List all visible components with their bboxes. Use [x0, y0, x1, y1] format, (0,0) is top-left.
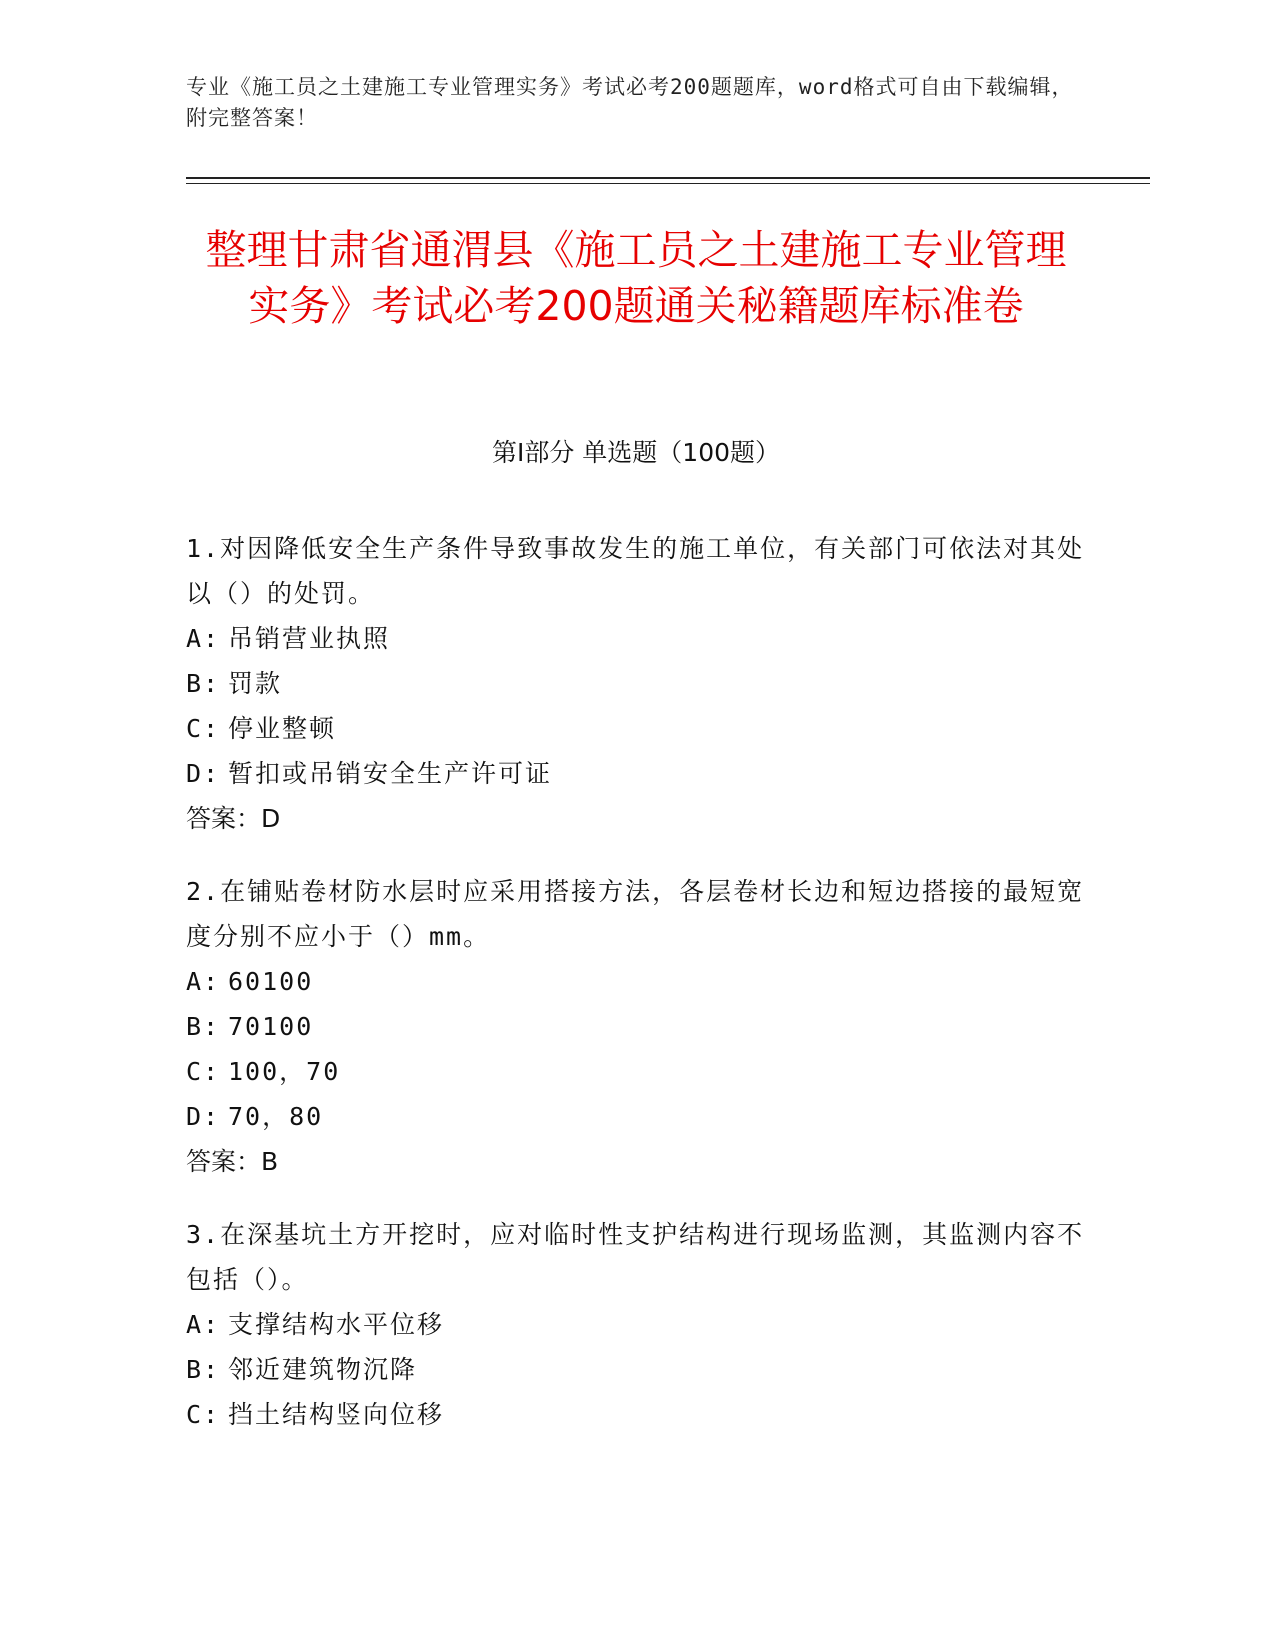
option-text: 60100	[228, 967, 314, 996]
answer-line: 答案：B	[186, 1147, 279, 1176]
question-stem: 3.在深基坑土方开挖时，应对临时性支护结构进行现场监测，其监测内容不包括（）。	[186, 1220, 1085, 1294]
option-a	[186, 959, 1086, 1004]
option-letter: B:	[186, 669, 221, 698]
option-letter: B:	[186, 1355, 221, 1384]
option-d	[186, 751, 1086, 796]
option-a	[186, 616, 1086, 661]
question-2	[186, 869, 1086, 1184]
option-c	[186, 1392, 1086, 1437]
option-text: 暂扣或吊销安全生产许可证	[228, 759, 553, 788]
option-d	[186, 1094, 1086, 1139]
option-text: 邻近建筑物沉降	[228, 1355, 418, 1384]
option-letter: D:	[186, 759, 221, 788]
section-title: 第Ⅰ部分 单选题（100题）	[491, 438, 781, 467]
option-b	[186, 1004, 1086, 1049]
question-3	[186, 1212, 1086, 1437]
option-text: 70100	[228, 1012, 314, 1041]
option-a	[186, 1302, 1086, 1347]
option-letter: D:	[186, 1102, 221, 1131]
option-letter: A:	[186, 1310, 221, 1339]
header-divider-thin	[186, 183, 1150, 184]
option-letter: C:	[186, 1057, 221, 1086]
option-letter: A:	[186, 967, 221, 996]
header-divider-thick	[186, 177, 1150, 179]
option-c	[186, 1049, 1086, 1094]
option-text: 支撑结构水平位移	[228, 1310, 445, 1339]
option-letter: A:	[186, 624, 221, 653]
option-letter: C:	[186, 1400, 221, 1429]
header-note: 专业《施工员之土建施工专业管理实务》考试必考200题题库，word格式可自由下载编辑，附完整答案！	[186, 75, 1074, 130]
question-stem: 2.在铺贴卷材防水层时应采用搭接方法，各层卷材长边和短边搭接的最短宽度分别不应小于（）mm。	[186, 877, 1085, 951]
option-text: 100，70	[228, 1057, 341, 1086]
question-1	[186, 526, 1086, 841]
answer-line: 答案：D	[186, 804, 281, 833]
option-b	[186, 661, 1086, 706]
option-text: 挡土结构竖向位移	[228, 1400, 445, 1429]
option-b	[186, 1347, 1086, 1392]
option-letter: B:	[186, 1012, 221, 1041]
option-text: 吊销营业执照	[228, 624, 391, 653]
option-text: 停业整顿	[228, 714, 337, 743]
option-c	[186, 706, 1086, 751]
option-letter: C:	[186, 714, 221, 743]
question-stem: 1.对因降低安全生产条件导致事故发生的施工单位，有关部门可依法对其处以（）的处罚。	[186, 534, 1085, 608]
option-text: 70，80	[228, 1102, 324, 1131]
document-title: 整理甘肃省通渭县《施工员之土建施工专业管理实务》考试必考200题通关秘籍题库标准卷	[205, 226, 1067, 330]
question-list	[186, 526, 1086, 1465]
option-text: 罚款	[228, 669, 283, 698]
